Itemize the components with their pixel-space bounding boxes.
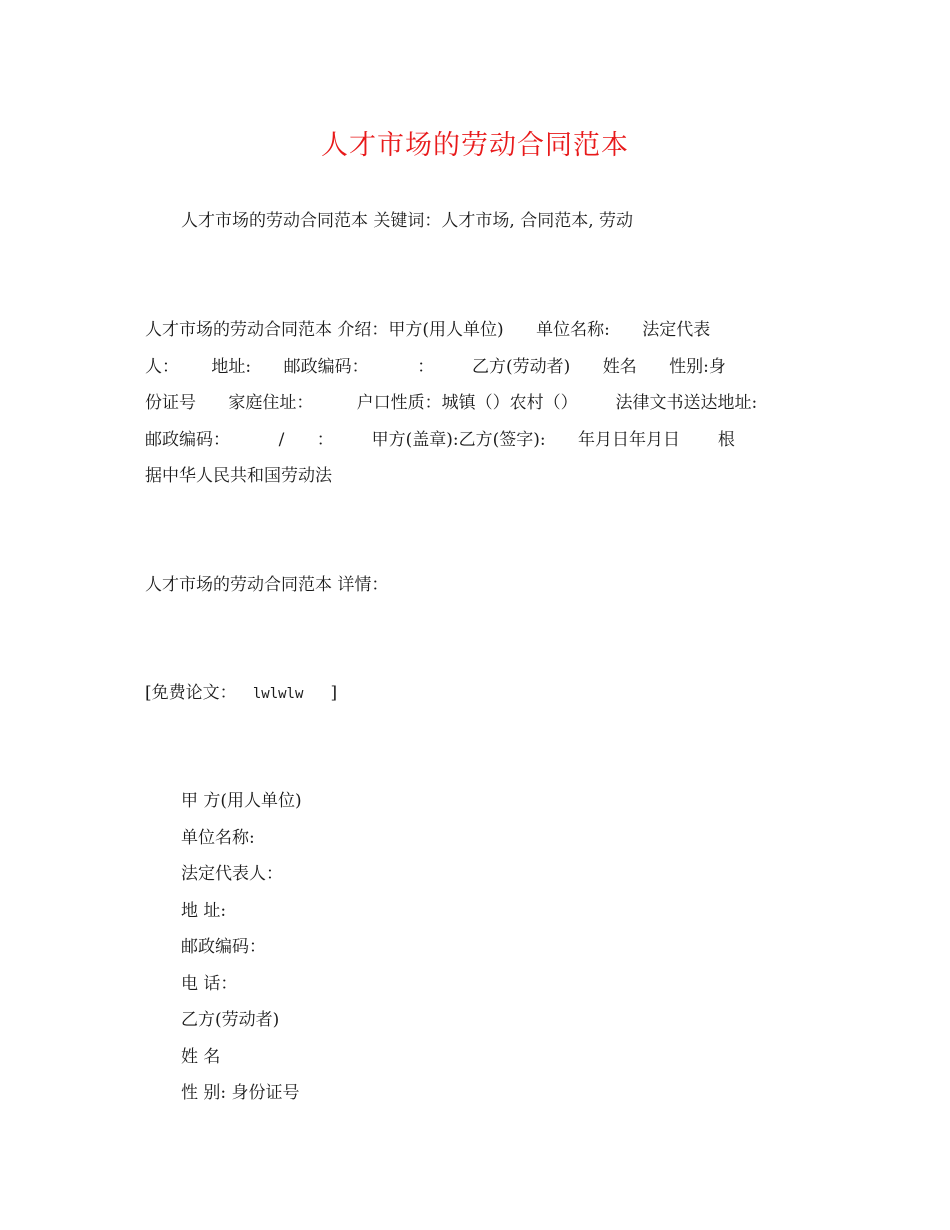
field-postal-code: 邮政编码： (181, 937, 266, 957)
intro-line: 人才市场的劳动合同范本 介绍：甲方(用人单位) 单位名称: 法定代表 (145, 320, 711, 340)
intro-line: 份证号 家庭住址： 户口性质：城镇（）农村（） 法律文书送达地址: (145, 393, 758, 413)
field-address: 地 址: (181, 900, 227, 921)
document-title: 人才市场的劳动合同范本 (321, 130, 629, 161)
keywords-line: 人才市场的劳动合同范本 关键词：人才市场, 合同范本, 劳动 (181, 211, 634, 231)
contract-fields (181, 788, 302, 1117)
free-paper-prefix: [免费论文： (145, 683, 253, 703)
details-heading: 人才市场的劳动合同范本 详情： (145, 575, 389, 595)
free-paper-code: lwlwlw (252, 686, 304, 702)
intro-line: 据中华人民共和国劳动法 (145, 466, 332, 486)
field-party-a: 甲 方(用人单位) (181, 791, 302, 811)
free-paper-suffix: ] (303, 683, 338, 703)
intro-paragraph (145, 316, 810, 499)
field-party-b: 乙方(劳动者) (181, 1010, 280, 1030)
field-phone: 电 话： (181, 973, 238, 994)
field-gender-id: 性 别: 身份证号 (181, 1083, 300, 1103)
field-legal-representative: 法定代表人： (181, 864, 283, 884)
field-company-name: 单位名称: (181, 827, 255, 848)
intro-line: 邮政编码： / ： 甲方(盖章):乙方(签字): 年月日年月日 根 (145, 429, 735, 450)
free-paper-note (145, 680, 337, 707)
intro-line: 人： 地址: 邮政编码： ： 乙方(劳动者) 姓名 性别:身 (145, 356, 726, 377)
field-name: 姓 名 (181, 1046, 221, 1067)
